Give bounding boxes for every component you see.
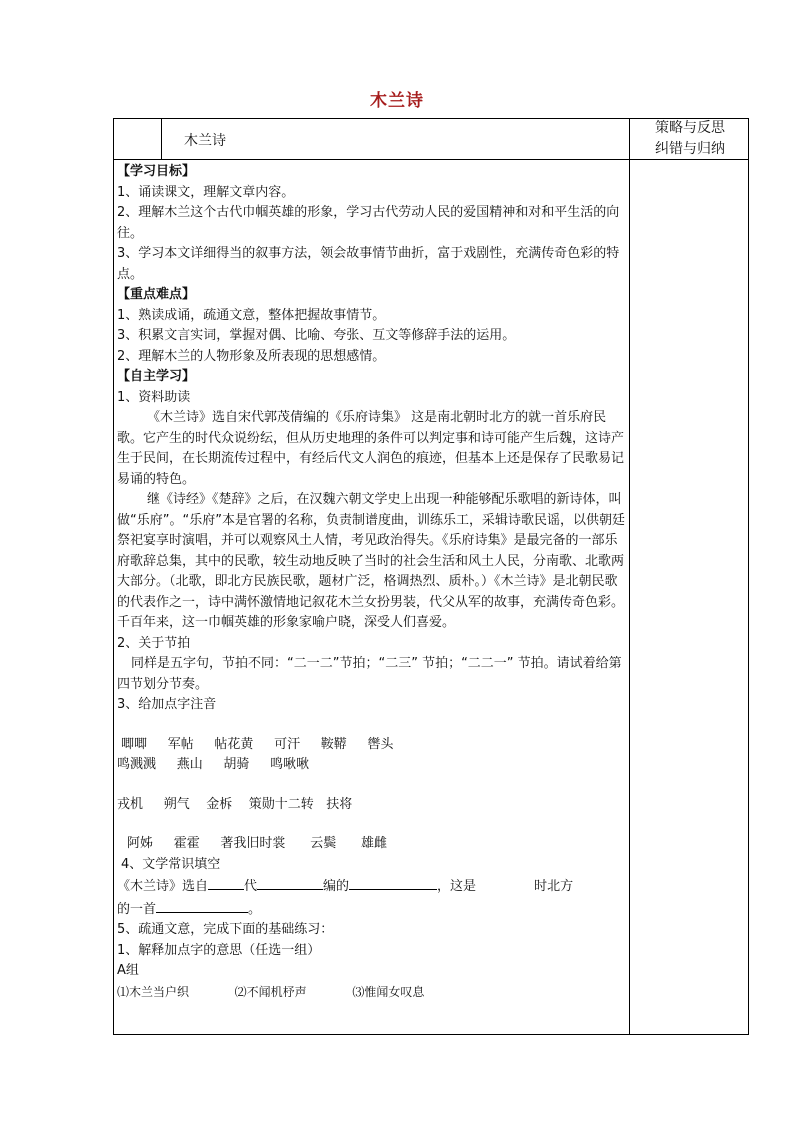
divider [113,159,749,160]
word: 戎机 [117,796,144,812]
reading-paragraph: 《木兰诗》选自宋代郭茂倩编的《乐府诗集》 这是南北朝时北方的就一首乐府民歌。它产生的时代众说纷纭，但从历史地理的条件可以判定事和诗可能产生后魏，这诗产生于民间，在长期流传过程中，有经后代文人润色的痕迹，但基本上还是保存了民歌易记易诵的特色。 [117,410,625,487]
divider [629,118,630,1035]
word: 可汗 [274,736,301,752]
word: 鸣啾啾 [270,757,310,772]
answer-blank[interactable] [349,875,437,890]
side-heading-review: 纠错与归纳 [655,141,725,157]
word: 军帖 [167,736,194,752]
rhythm-text: 同样是五字句，节拍不同：“二一二”节拍；“二三” 节拍；“二二一” 节拍。请试着给第四节划分节奏。 [117,656,622,692]
question: ⑶惟闻女叹息 [352,984,425,999]
fill-text: 编的 [323,879,350,894]
word: 策勋十二转 [248,796,314,812]
word: 胡骑 [223,757,250,772]
section-title: 4、文学常识填空 [121,856,221,872]
word: 著我旧时裳 [220,836,286,851]
word: 鞍鞯 [320,736,347,752]
word: 鸣溅溅 [117,757,157,772]
key-item: 2、理解木兰的人物形象及所表现的思想感情。 [117,348,386,364]
goals-heading: 【学习目标】 [117,164,196,179]
answer-blank[interactable] [208,875,244,890]
page-title: 木兰诗 [370,91,424,111]
divider [161,118,162,160]
sub-task: 1、解释加点字的意思（任选一组） [117,942,321,958]
keys-heading: 【重点难点】 [117,287,196,302]
main-content [117,162,625,1002]
word: 雄雌 [361,836,388,851]
word: 辔头 [367,736,394,752]
word: 霍霍 [173,836,200,851]
goal-item: 3、学习本文详细得当的叙事方法，领会故事情节曲折，富于戏剧性，充满传奇色彩的特点。 [117,246,620,282]
group-label: A组 [117,963,139,978]
pinyin-words-row [117,735,625,756]
side-heading-strategy: 策略与反思 [655,120,725,136]
question: ⑴木兰当户织 [117,984,190,999]
pinyin-words-row [117,755,625,776]
reading-paragraph: 继《诗经》《楚辞》之后，在汉魏六朝文学史上出现一种能够配乐歌唱的新诗体，叫做“乐府”。“乐府”本是官署的名称，负责制谱度曲，训练乐工，采辑诗歌民谣，以供朝廷祭祀宴享时演唱，并可以观察风土人情，考见政治得失。《乐府诗集》是最完备的一部乐府歌辞总集，其中的民歌，较生动地反映了当时的社会生活和风土人民，分南歌、北歌两大部分。（北歌，即北方民族民歌，题材广泛，格调热烈、质朴。）《木兰诗》是北朝民歌的代表作之一，诗中满怀激情地记叙花木兰女扮男装，代父从军的故事，充满传奇色彩。千百年来，这一巾帼英雄的形象家喻户晓，深受人们喜爱。 [117,492,625,630]
section-title: 1、资料助读 [117,389,191,405]
fill-text: 。 [248,901,262,917]
question-row [117,982,625,1003]
word: 帖花黄 [214,736,254,752]
section-title: 2、关于节拍 [117,635,191,651]
fill-in-line [117,875,625,898]
fill-text: 的一首 [117,901,157,917]
goal-item: 2、理解木兰这个古代巾帼英雄的形象，学习古代劳动人民的爱国精神和对和平生活的向往。 [117,205,620,241]
word: 唧唧 [121,736,148,752]
fill-text: ，这是 [437,879,477,894]
section-title: 3、给加点字注音 [117,697,217,712]
key-item: 1、熟读成诵，疏通文意，整体把握故事情节。 [117,307,386,323]
self-study-heading: 【自主学习】 [117,369,196,384]
word: 扶将 [326,796,353,812]
lesson-title: 木兰诗 [184,133,226,149]
key-item: 3、积累文言实词，掌握对偶、比喻、夸张、互文等修辞手法的运用。 [117,328,516,343]
word: 阿姊 [127,836,154,851]
question: ⑵不闻机杼声 [234,984,307,999]
goal-item: 1、诵读课文，理解文章内容。 [117,184,295,200]
section-title: 5、疏通文意，完成下面的基础练习： [117,922,334,937]
word: 云鬓 [310,836,337,851]
fill-text: 代 [244,879,258,894]
fill-text: 《木兰诗》选自 [117,879,209,894]
answer-blank[interactable] [257,875,323,890]
word: 金柝 [206,796,233,812]
fill-text: 时北方 [534,879,574,894]
pinyin-words-row [117,795,625,816]
word: 燕山 [176,757,203,772]
fill-in-line [117,898,625,921]
word: 朔气 [163,796,190,812]
answer-blank[interactable] [156,898,248,913]
pinyin-words-row [117,834,625,855]
